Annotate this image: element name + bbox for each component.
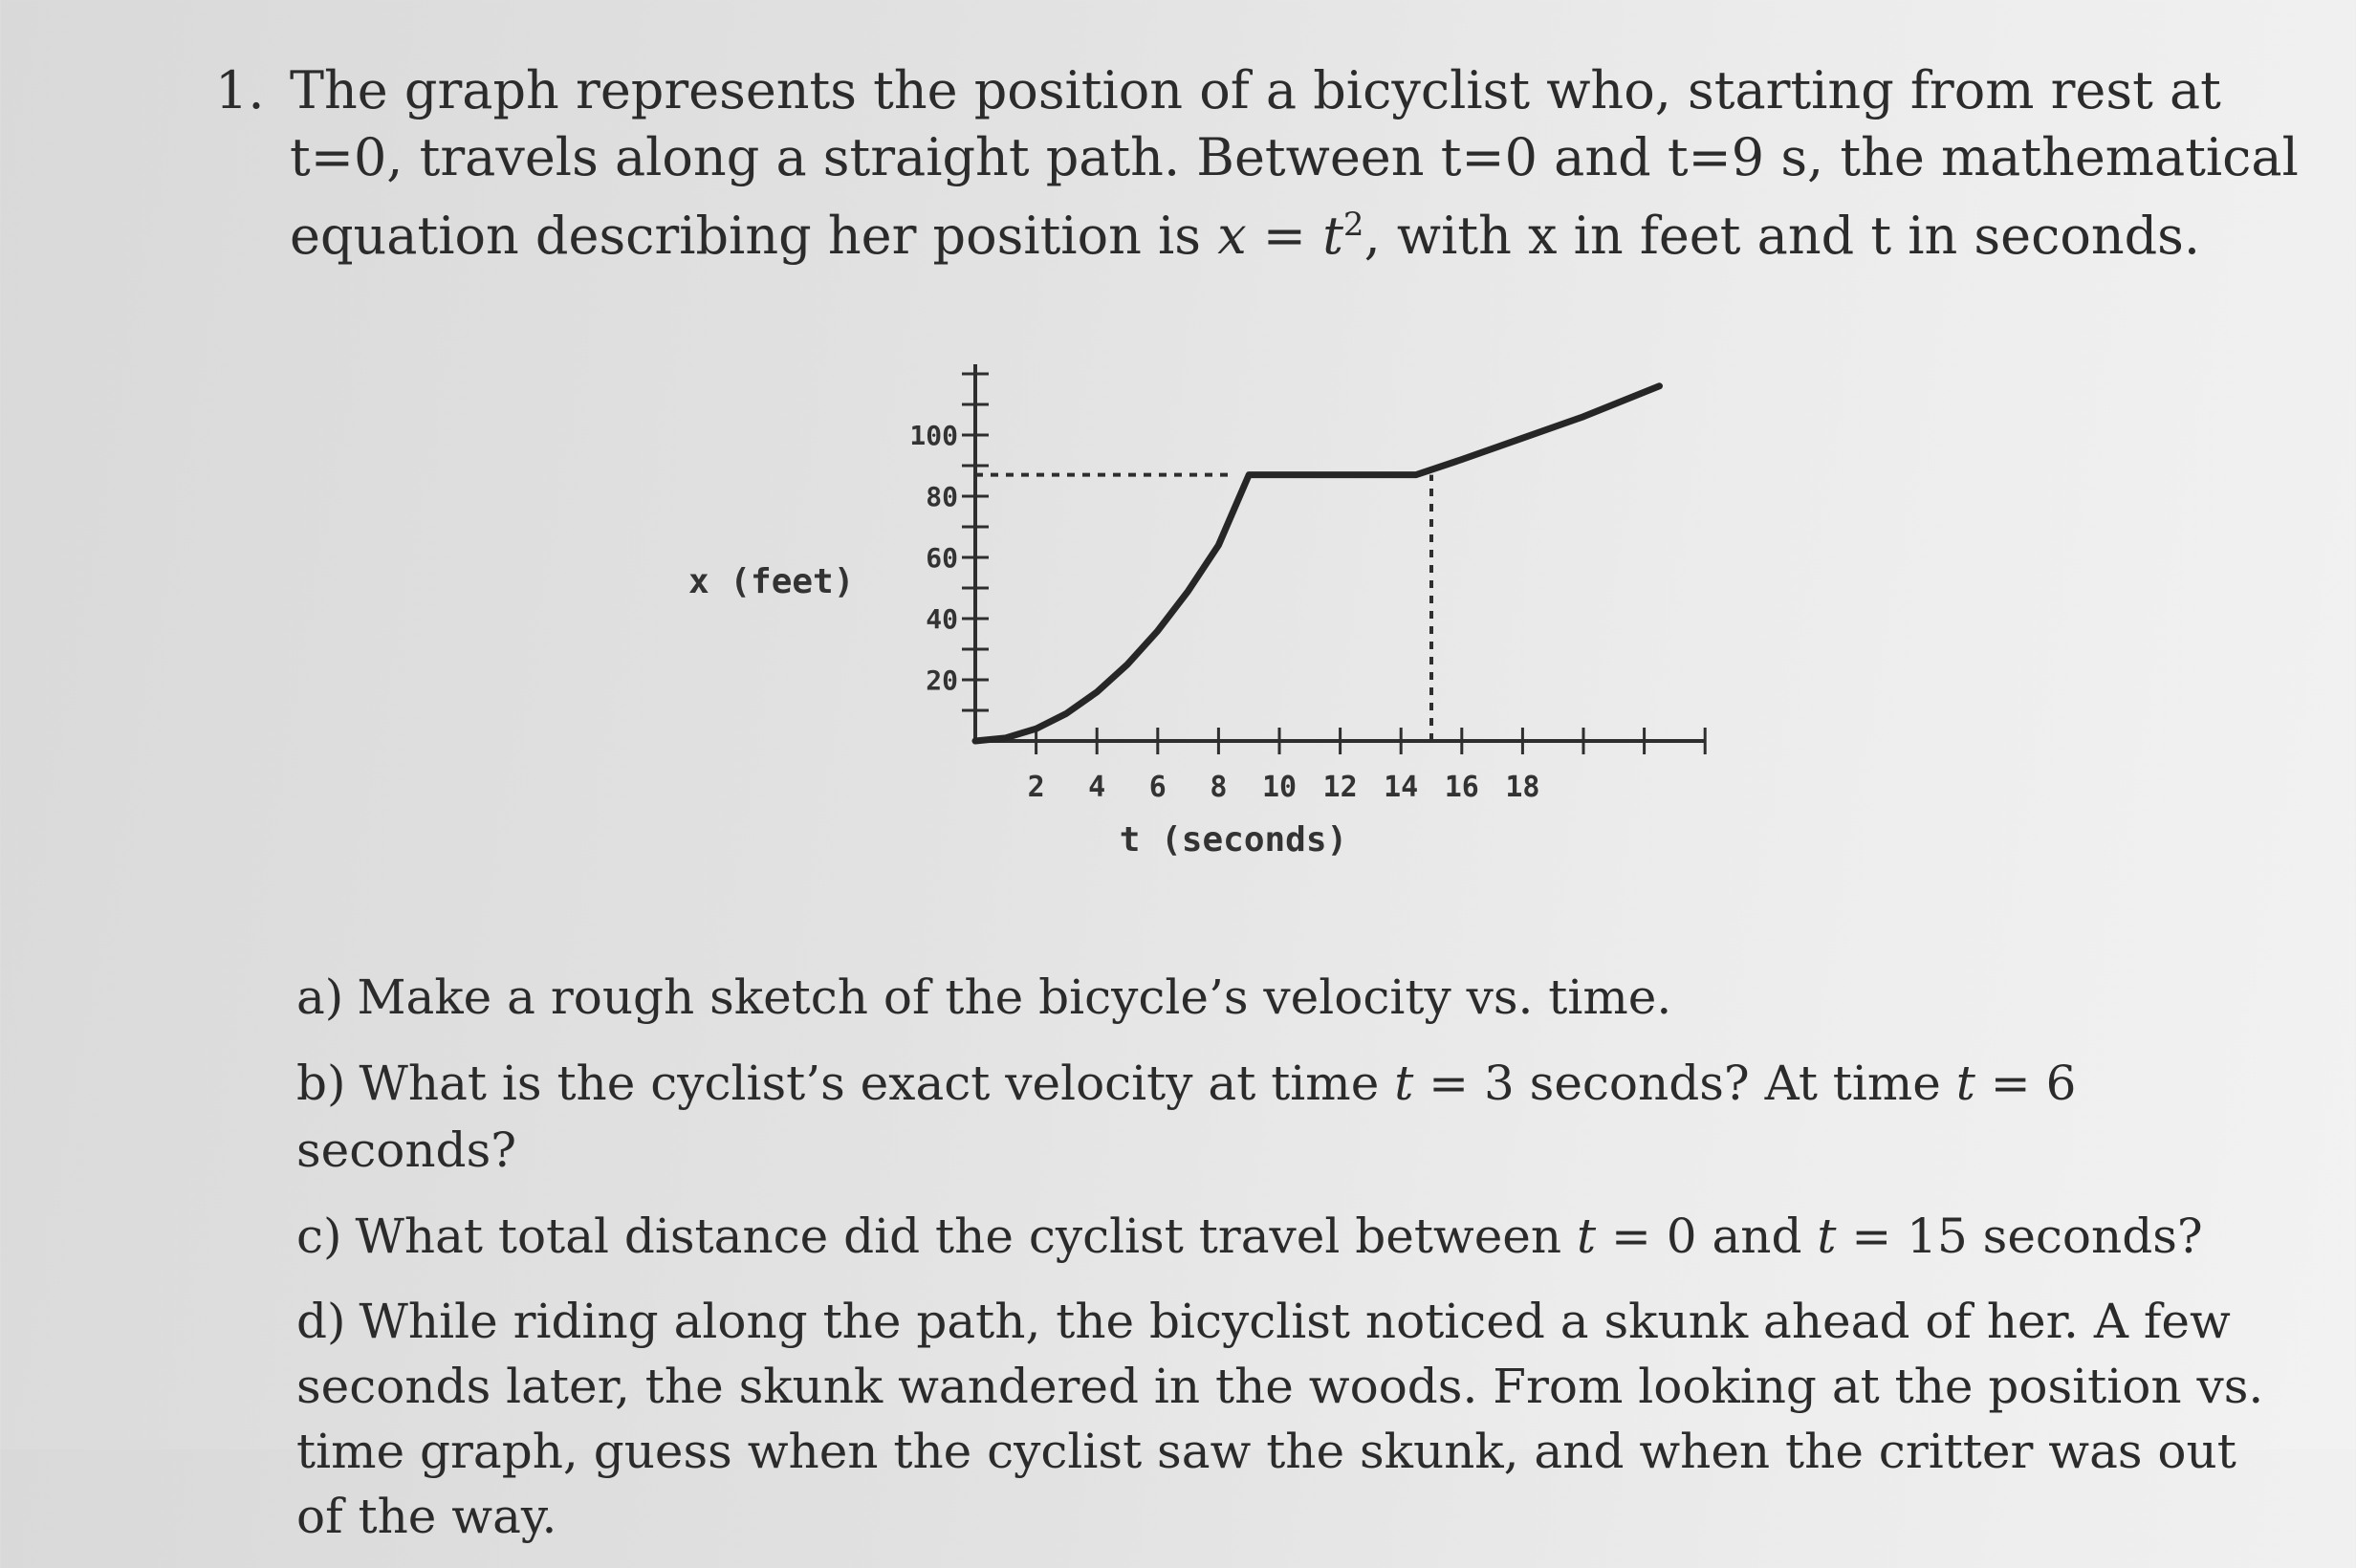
part-a xyxy=(296,964,2285,1031)
part-a-label: a) xyxy=(296,969,344,1025)
part-d xyxy=(296,1289,2285,1549)
part-c-text-1: What total distance did the cyclist travel between xyxy=(355,1209,1577,1264)
question-parts xyxy=(296,964,2285,1568)
part-b-text-3: = 6 seconds? xyxy=(296,1056,2077,1178)
position-equation: x = t xyxy=(1217,206,1343,266)
series-lines xyxy=(975,386,1660,741)
x-tick-label: 6 xyxy=(1148,771,1167,804)
part-b xyxy=(296,1050,2285,1184)
part-c xyxy=(296,1203,2285,1270)
part-c-math-1: t xyxy=(1576,1209,1597,1264)
part-d-text: While riding along the path, the bicyclist noticed a skunk ahead of her. A few seconds later, the skunk wandered in the woods. From looking at the position vs. time graph, guess when the cyclist saw the skunk, and when the critter was out of the way. xyxy=(296,1294,2264,1544)
x-tick-label: 18 xyxy=(1505,771,1540,804)
part-b-math-2: t xyxy=(1955,1056,1975,1111)
part-b-text-2: = 3 seconds? At time xyxy=(1413,1056,1956,1111)
part-c-label: c) xyxy=(296,1209,342,1264)
y-tick-label: 20 xyxy=(926,664,958,696)
chart-axes xyxy=(975,364,1705,741)
part-c-math-2: t xyxy=(1817,1209,1837,1264)
part-b-text-1: What is the cyclist’s exact velocity at time xyxy=(359,1056,1395,1111)
y-axis-label: x (feet) xyxy=(688,562,855,601)
equation-exponent: 2 xyxy=(1342,206,1364,244)
x-tick-label: 4 xyxy=(1088,771,1106,804)
x-tick-label: 14 xyxy=(1384,771,1419,804)
y-tick-label: 80 xyxy=(926,481,958,512)
x-tick-label: 2 xyxy=(1027,771,1045,804)
x-tick-label: 16 xyxy=(1444,771,1479,804)
x-tick-label: 8 xyxy=(1210,771,1228,804)
y-tick-label: 100 xyxy=(909,420,958,451)
position-time-graph xyxy=(669,344,1778,880)
part-d-label: d) xyxy=(296,1294,346,1349)
position-curve xyxy=(975,386,1660,741)
reference-lines xyxy=(975,475,1431,741)
problem-statement xyxy=(215,57,2300,270)
problem-number: 1. xyxy=(215,60,265,120)
part-c-text-3: = 15 seconds? xyxy=(1836,1209,2203,1264)
part-b-label: b) xyxy=(296,1056,346,1111)
x-tick-label: 10 xyxy=(1261,771,1298,804)
y-tick-label: 40 xyxy=(926,603,958,635)
part-c-text-2: = 0 and xyxy=(1596,1209,1818,1264)
problem-text-part-1: The graph represents the position of a bicyclist who, starting from rest at t=0, travels along a straight path. Between t=0 and t=9 s, the mathematical equation describing her position is xyxy=(290,60,2299,266)
part-a-text: Make a rough sketch of the bicycle’s velocity vs. time. xyxy=(357,969,1672,1025)
y-tick-label: 60 xyxy=(926,542,958,574)
x-tick-label: 12 xyxy=(1322,771,1358,804)
problem-text-part-2: , with x in feet and t in seconds. xyxy=(1363,206,2201,266)
part-b-math-1: t xyxy=(1394,1056,1414,1111)
x-axis-label: t (seconds) xyxy=(1119,820,1348,860)
problem-text xyxy=(290,57,2300,270)
